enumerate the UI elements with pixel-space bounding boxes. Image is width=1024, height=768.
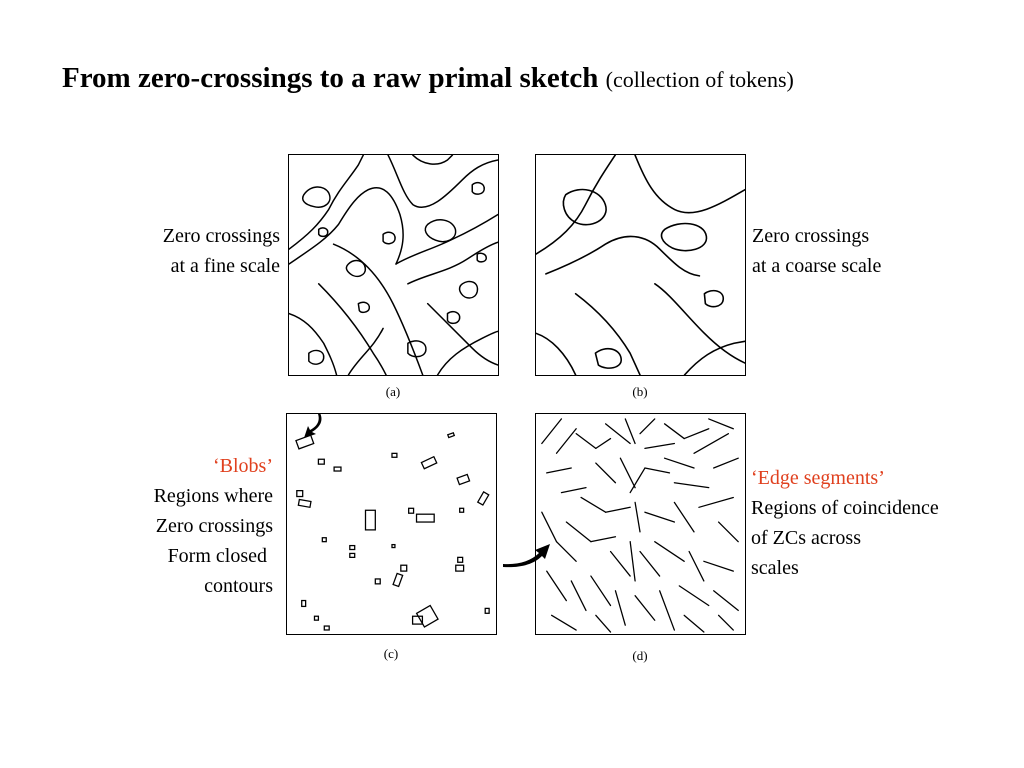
caption-a: (a): [385, 384, 401, 399]
edge-segments-figure: [536, 414, 745, 634]
panel-blobs: [286, 413, 497, 635]
caption-b: (b): [632, 384, 648, 399]
label-blobs-line-2: Zero crossings: [155, 515, 273, 537]
blob-pointer-arrow-icon: [296, 412, 324, 440]
panel-coarse-zero-crossings: [535, 154, 746, 376]
label-blobs-line-4: contours: [204, 575, 273, 597]
label-coarse-scale: [752, 221, 881, 281]
title-main: From zero-crossings to a raw primal sketch: [62, 62, 599, 94]
label-edges-line-3: scales: [751, 557, 799, 579]
panel-edge-segments: [535, 413, 746, 635]
title-subtitle: (collection of tokens): [605, 67, 794, 92]
edge-pointer-arrow-icon: [503, 540, 551, 568]
label-fine-scale: [163, 221, 280, 281]
label-blobs: [154, 451, 273, 601]
label-edges-line-1: Regions of coincidence: [751, 497, 939, 519]
slide-title: [62, 60, 794, 98]
label-fine-line-2: at a fine scale: [170, 255, 280, 277]
label-coarse-line-1: Zero crossings: [752, 225, 870, 247]
fine-zero-crossings-figure: [289, 155, 498, 375]
caption-c: (c): [383, 646, 399, 661]
label-coarse-line-2: at a coarse scale: [752, 255, 882, 277]
panel-fine-zero-crossings: [288, 154, 499, 376]
label-edges-heading: ‘Edge segments’: [751, 467, 885, 489]
label-edge-segments: [751, 463, 939, 583]
caption-d: (d): [632, 648, 648, 663]
label-edges-line-2: of ZCs across: [751, 527, 861, 549]
label-fine-line-1: Zero crossings: [162, 225, 280, 247]
label-blobs-heading: ‘Blobs’: [213, 455, 273, 477]
label-blobs-line-3: Form closed: [167, 545, 267, 567]
coarse-zero-crossings-figure: [536, 155, 745, 375]
blobs-figure: [287, 414, 496, 634]
label-blobs-line-1: Regions where: [153, 485, 273, 507]
